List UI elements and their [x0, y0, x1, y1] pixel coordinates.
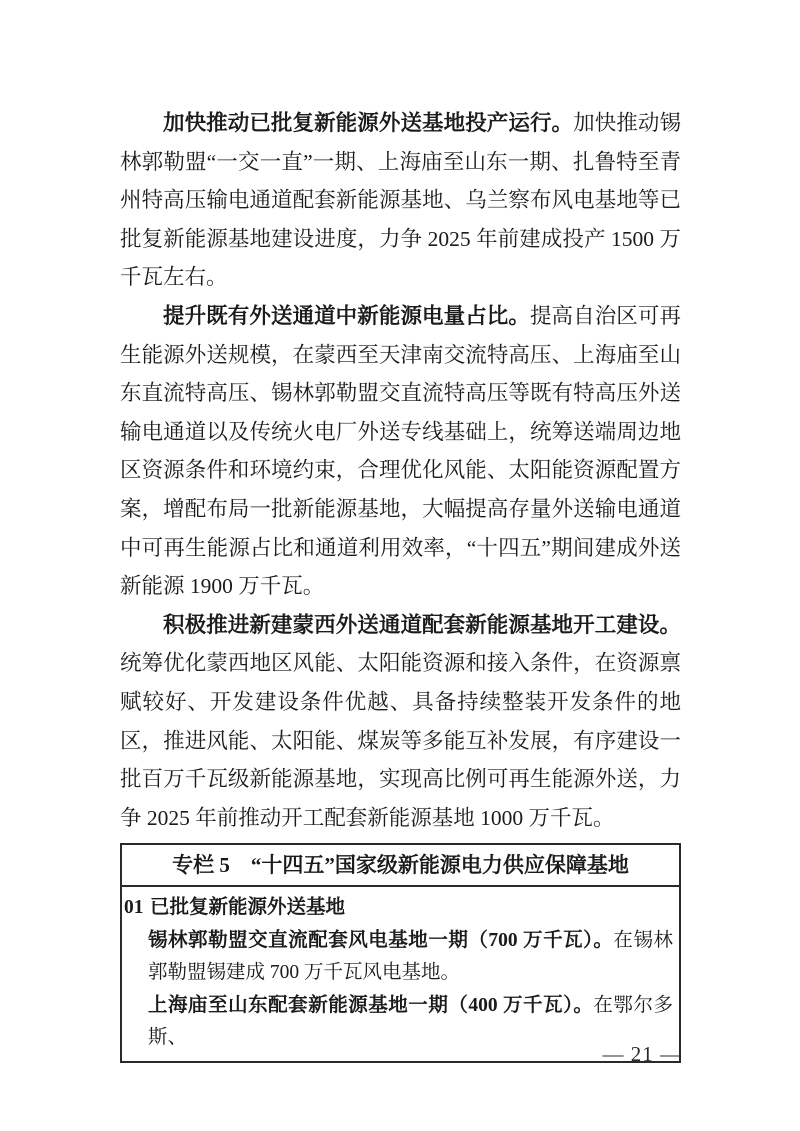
paragraph-1-body: 加快推动锡林郭勒盟“一交一直”一期、上海庙至山东一期、扎鲁特至青州特高压输电通道配套新能源基地、乌兰察布风电基地等已批复新能源基地建设进度，力争 2025 年前建成投产 1500 万千瓦左右。	[120, 111, 681, 290]
panel-item-1-body: 在锡林郭勒盟锡建成 700 万千瓦风电基地。	[148, 929, 673, 984]
paragraph-1-lead: 加快推动已批复新能源外送基地投产运行。	[163, 111, 574, 135]
paragraph-3-lead: 积极推进新建蒙西外送通道配套新能源基地开工建设。	[163, 612, 681, 637]
paragraph-2	[120, 297, 681, 606]
panel-item-1-lead: 锡林郭勒盟交直流配套风电基地一期（700 万千瓦）。	[148, 929, 614, 951]
panel-item-2	[148, 990, 673, 1055]
paragraph-3	[120, 606, 681, 838]
column-box-body	[122, 887, 679, 1061]
column-box-title: 专栏 5 “十四五”国家级新能源电力供应保障基地	[122, 845, 679, 887]
paragraph-1	[120, 104, 681, 297]
panel-item-1	[148, 925, 673, 990]
column-box-5	[120, 843, 681, 1063]
panel-item-2-body: 在鄂尔多斯、	[148, 994, 673, 1049]
paragraph-3-body: 统筹优化蒙西地区风能、太阳能资源和接入条件，在资源禀赋较好、开发建设条件优越、具备持续整装开发条件的地区，推进风能、太阳能、煤炭等多能互补发展，有序建设一批百万千瓦级新能源基地，实现高比例可再生能源外送，力争 2025 年前推动开工配套新能源基地 1000 万千瓦。	[120, 651, 681, 830]
page-number: — 21 —	[602, 1042, 682, 1066]
paragraph-2-lead: 提升既有外送通道中新能源电量占比。	[163, 303, 530, 328]
section-title: 已批复新能源外送基地	[150, 897, 346, 919]
panel-item-2-lead: 上海庙至山东配套新能源基地一期（400 万千瓦）。	[148, 994, 594, 1016]
document-body	[120, 104, 681, 1063]
section-number: 01	[124, 897, 144, 919]
section-heading	[124, 892, 673, 925]
paragraph-2-body: 提高自治区可再生能源外送规模，在蒙西至天津南交流特高压、上海庙至山东直流特高压、锡林郭勒盟交直流特高压等既有特高压外送输电通道以及传统火电厂外送专线基础上，统筹送端周边地区资源条件和环境约束，合理优化风能、太阳能资源配置方案，增配布局一批新能源基地，大幅提高存量外送输电通道中可再生能源占比和通道利用效率，“十四五”期间建成外送新能源 1900 万千瓦。	[120, 303, 681, 599]
